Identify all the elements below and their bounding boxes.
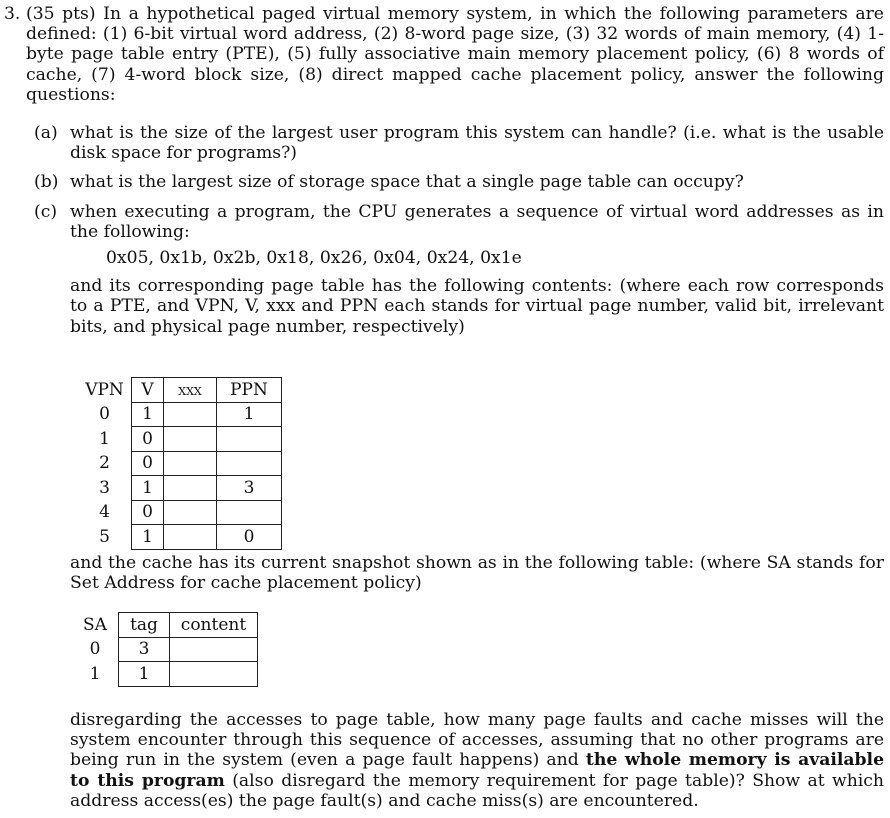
closing-bold-text: the whole memory is available to this program — [70, 750, 885, 791]
header-sa: SA — [83, 614, 107, 635]
part-c — [34, 202, 884, 337]
problem-points: (35 pts) — [26, 4, 96, 24]
problem-number: 3. — [4, 4, 21, 24]
vpn-cell: 0 — [99, 404, 110, 425]
xxx-cell — [164, 427, 217, 452]
header-ppn: PPN — [217, 378, 282, 403]
xxx-cell — [164, 476, 217, 501]
ppn-cell — [217, 500, 282, 525]
table-row — [78, 427, 282, 452]
table-row — [72, 637, 258, 662]
cache-table — [72, 612, 258, 687]
part-b-text: what is the largest size of storage space that a single page table can occupy? — [70, 172, 744, 193]
header-tag: tag — [119, 613, 170, 638]
tag-cell: 1 — [119, 662, 170, 687]
valid-cell: 0 — [132, 500, 164, 525]
valid-cell: 1 — [132, 402, 164, 427]
valid-cell: 0 — [132, 427, 164, 452]
part-b-label: (b) — [34, 172, 59, 193]
content-cell — [170, 637, 258, 662]
page-table-intro: and its corresponding page table has the following contents: (where each row corresponds to a PTE, and VPN, V, xxx and PPN each stands for virtual page number, valid bit, irrelevant bits, and physical page number, respectively) — [70, 276, 884, 337]
vpn-cell: 1 — [99, 428, 110, 449]
valid-cell: 1 — [132, 525, 164, 550]
ppn-cell — [217, 451, 282, 476]
part-c-label: (c) — [34, 201, 58, 222]
tag-cell: 3 — [119, 637, 170, 662]
cache-intro: and the cache has its current snapshot shown as in the following table: (where SA stands for Set Address for cache placement policy) — [70, 553, 884, 594]
header-xxx: xxx — [164, 378, 217, 403]
table-row — [78, 402, 282, 427]
address-sequence: 0x05, 0x1b, 0x2b, 0x18, 0x26, 0x04, 0x24, 0x1e — [106, 248, 522, 269]
valid-cell: 0 — [132, 451, 164, 476]
xxx-cell — [164, 525, 217, 550]
ppn-cell: 3 — [217, 476, 282, 501]
closing-text-1: disregarding the accesses to page table, how many page faults and cache misses will the system encounter through this sequence of accesses, assuming that no other programs are being run in the system (even a page fault happens) and — [70, 710, 884, 771]
part-b — [34, 172, 884, 192]
xxx-cell — [164, 451, 217, 476]
vpn-cell: 3 — [99, 477, 110, 498]
header-v: V — [132, 378, 164, 403]
table-row — [72, 662, 258, 687]
vpn-cell: 2 — [99, 453, 110, 474]
ppn-cell: 1 — [217, 402, 282, 427]
vpn-cell: 5 — [99, 526, 110, 547]
table-row — [78, 525, 282, 550]
ppn-cell: 0 — [217, 525, 282, 550]
part-c-text: when executing a program, the CPU generates a sequence of virtual word addresses as in the following: — [70, 201, 884, 242]
xxx-cell — [164, 402, 217, 427]
page-table-header — [78, 378, 282, 403]
cache-table-header — [72, 613, 258, 638]
part-a-text: what is the size of the largest user program this system can handle? (i.e. what is the usable disk space for programs?) — [70, 123, 884, 164]
table-row — [78, 476, 282, 501]
question-parts — [34, 123, 884, 346]
header-content: content — [170, 613, 258, 638]
content-cell — [170, 662, 258, 687]
valid-cell: 1 — [132, 476, 164, 501]
problem-intro — [26, 4, 884, 105]
table-row — [78, 500, 282, 525]
ppn-cell — [217, 427, 282, 452]
problem-intro-text: In a hypothetical paged virtual memory system, in which the following parameters are defined: (1) 6-bit virtual word address, (2) 8-word page size, (3) 32 words of main memory, (4) 1-byte page table entry (PTE), (5) fully associative main memory placement policy, (6) 8 words of cache, (7) 4-word block size, (8) direct mapped cache placement policy, answer the following questions: — [26, 4, 884, 105]
header-vpn: VPN — [85, 379, 124, 400]
closing-text-2: (also disregard the memory requirement for page table)? Show at which address access(es) the page fault(s) and cache miss(s) are encountered. — [70, 770, 884, 811]
table-row — [78, 451, 282, 476]
xxx-cell — [164, 500, 217, 525]
sa-cell: 0 — [89, 639, 101, 660]
problem-3 — [4, 4, 884, 105]
page-table — [78, 377, 282, 550]
part-a — [34, 123, 884, 163]
sa-cell: 1 — [89, 663, 101, 684]
vpn-cell: 4 — [99, 502, 110, 523]
part-a-label: (a) — [34, 123, 58, 143]
closing-question — [70, 710, 884, 811]
